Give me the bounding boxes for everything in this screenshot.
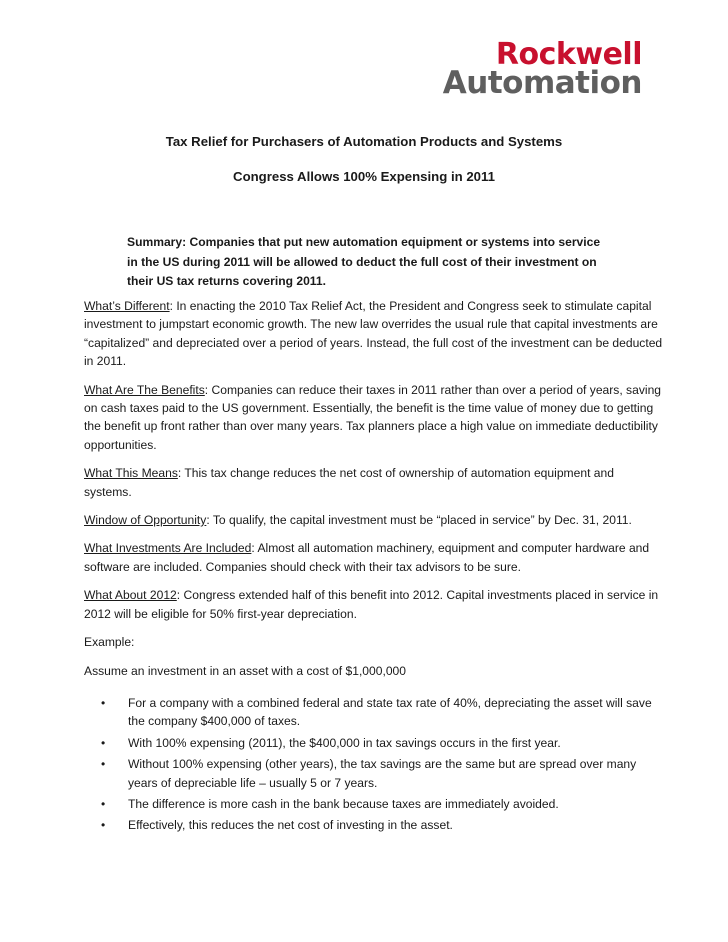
section-window-of-opportunity	[84, 511, 664, 529]
list-item	[101, 755, 664, 792]
document-body	[84, 297, 664, 838]
rockwell-automation-logo	[412, 37, 642, 101]
list-item-text: The difference is more cash in the bank because taxes are immediately avoided.	[128, 796, 559, 811]
section-heading: What Are The Benefits	[84, 382, 205, 397]
section-heading: What About 2012	[84, 588, 177, 603]
list-item-text: Without 100% expensing (other years), the tax savings are the same but are spread over many years of depreciable life – usually 5 or 7 years.	[128, 757, 637, 790]
section-investments-included	[84, 539, 664, 576]
list-item	[101, 816, 664, 834]
section-heading: Window of Opportunity	[84, 513, 207, 528]
assume-text: Assume an investment in an asset with a cost of $1,000,000	[84, 663, 407, 678]
section-heading: What’s Different	[84, 299, 170, 313]
section-heading: What Investments Are Included	[84, 541, 252, 556]
logo-line-automation: Automation	[442, 65, 642, 101]
list-item-text: For a company with a combined federal and state tax rate of 40%, depreciating the asset will save the company $400,000 of taxes.	[128, 695, 652, 729]
list-item	[101, 795, 664, 813]
section-benefits	[84, 381, 664, 455]
section-text: : To qualify, the capital investment must be “placed in service” by Dec. 31, 2011.	[206, 513, 632, 528]
section-heading: What This Means	[84, 466, 178, 481]
list-item-text: With 100% expensing (2011), the $400,000 in tax savings occurs in the first year.	[128, 735, 561, 750]
example-label: Example:	[84, 635, 135, 650]
section-text: : Almost all automation machinery, equipment and computer hardware and software are included. Companies should check with their tax advisors to be sure.	[84, 541, 650, 574]
document-subtitle: Congress Allows 100% Expensing in 2011	[233, 169, 495, 184]
list-item	[101, 734, 664, 752]
summary-paragraph: Summary: Companies that put new automation equipment or systems into service in the US during 2011 will be allowed to deduct the full cost of their investment on their US tax returns covering 2011.	[127, 235, 601, 288]
bullet-icon: •	[101, 818, 106, 833]
section-text: : Companies can reduce their taxes in 2011 rather than over a period of years, saving on cash taxes paid to the US government. Essentially, the benefit is the time value of money due to getting the benefit up front rather than over many years. Tax planners place a high value on immediate deductibility opportunities.	[84, 382, 662, 452]
example-bullet-list	[84, 694, 664, 835]
section-text: : This tax change reduces the net cost of ownership of automation equipment and systems.	[84, 466, 614, 499]
section-what-about-2012	[84, 586, 664, 623]
list-item	[101, 694, 664, 731]
bullet-icon: •	[101, 695, 106, 710]
section-whats-different	[84, 297, 664, 371]
bullet-icon: •	[101, 735, 106, 750]
list-item-text: Effectively, this reduces the net cost of investing in the asset.	[128, 818, 453, 833]
section-text: : In enacting the 2010 Tax Relief Act, the President and Congress seek to stimulate capital investment to jumpstart economic growth. The new law overrides the usual rule that capital investments are “capitalized” and depreciated over a period of years. Instead, the full cost of the investment can be deducted in 2011.	[84, 299, 663, 369]
document-title: Tax Relief for Purchasers of Automation Products and Systems	[165, 134, 563, 149]
bullet-icon: •	[101, 796, 106, 811]
bullet-icon: •	[101, 757, 106, 772]
logo-line-rockwell: Rockwell	[495, 37, 642, 72]
section-what-this-means	[84, 464, 664, 501]
section-text: : Congress extended half of this benefit into 2012. Capital investments placed in service in 2012 will be eligible for 50% first-year depreciation.	[84, 588, 659, 621]
